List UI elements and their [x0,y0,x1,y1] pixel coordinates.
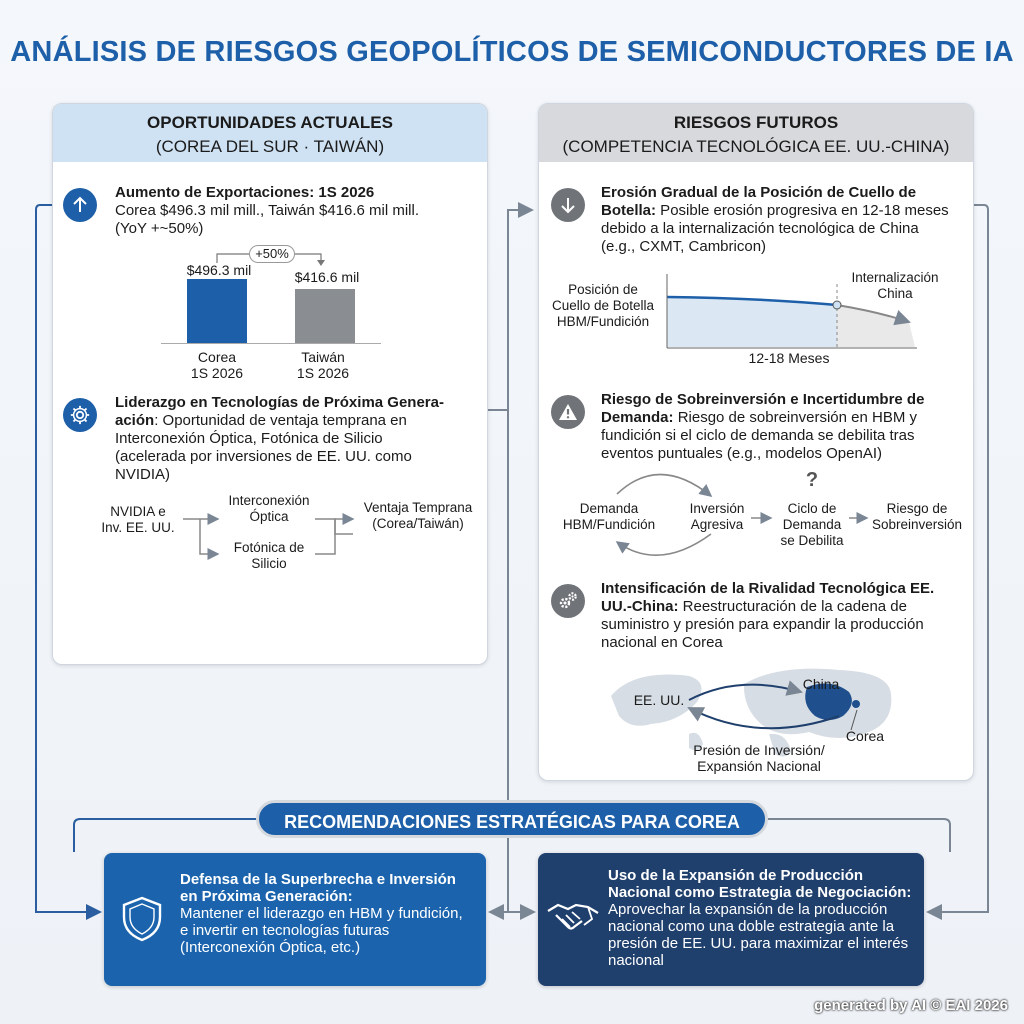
flow-optical [219,493,319,525]
erosion-y-label-line: Posición de [568,282,638,297]
flow-source-line: NVIDIA e [110,504,166,519]
opportunities-panel [52,103,488,665]
question-mark-icon: ? [805,469,819,491]
korea-map-point [852,700,860,708]
middle-connector [486,210,532,410]
overinvestment-title-b: Demanda: [601,409,674,426]
defense-body-2: e invertir en tecnologías futuras [180,922,390,939]
map-caption-line: Presión de Inversión/ [693,742,825,758]
flow-result-line: (Corea/Taiwán) [372,516,464,531]
leadership-title-a: Liderazgo en Tecnologías de Próxima Genera- [115,394,444,411]
cycle-demand-line: Demanda [579,501,639,516]
defense-body-3: (Interconexión Óptica, etc.) [180,939,361,956]
map-label-china: China [802,676,840,692]
rivalry-title-b: UU.-China: [601,598,679,615]
negotiation-title-2: Nacional como Estrategia de Negociación: [608,884,912,901]
bar-value-label: $496.3 mil [186,262,252,278]
negotiation-body-2: nacional como una doble estrategia ante la [608,918,895,935]
erosion-rest: Posible erosión progresiva en 12-18 meses [656,202,949,219]
leadership-line4: (acelerada por inversiones de EE. UU. como [115,448,412,465]
footer-credit: generated by AI © EAI 2026 [814,997,1008,1014]
rivalry-rest: Reestructuración de la cadena de [678,598,907,615]
recommendation-defense [104,853,486,986]
leadership-rest: : Oportunidad de ventaja temprana en [154,412,407,429]
growth-label: +50% [249,245,295,263]
opportunities-title: OPORTUNIDADES ACTUALES [147,113,393,132]
bar-category-line: Corea [197,349,237,365]
erosion-x-label: 12-18 Meses [748,350,830,366]
risks-subtitle: (COMPETENCIA TECNOLÓGICA EE. UU.-CHINA) [562,137,950,156]
negotiation-body-1: Aprovechar la expansión de la producción [608,901,888,918]
negotiation-text [608,867,918,969]
opportunities-subtitle: (COREA DEL SUR · TAIWÁN) [155,137,385,156]
flow-optical-line: Interconexión [228,493,310,508]
flow-photonic [219,540,319,572]
erosion-y-label-line: Cuello de Botella [551,298,655,313]
bar-category-line: 1S 2026 [190,365,244,381]
erosion-y-label-line: HBM/Fundición [556,314,650,329]
erosion-title-b: Botella: [601,202,657,219]
flow-photonic-line: Fotónica de [233,540,305,555]
recommendation-negotiation [538,853,924,986]
exports-line2: (YoY +~50%) [115,220,204,237]
overinvestment-line3: fundición si el ciclo de demanda se debilita tras [601,427,915,444]
erosion-marker-line-text: Internalización [851,270,939,285]
negotiation-title-1: Uso de la Expansión de Producción [608,867,864,884]
rivalry-line3: suministro y presión para expandir la producción [601,616,924,633]
tech-flow-arrows [53,104,487,664]
defense-text [180,871,480,956]
banner-left-connector [74,819,256,852]
exports-title: Aumento de Exportaciones: 1S 2026 [115,184,375,201]
map-caption-line: Expansión Nacional [697,758,821,774]
flow-photonic-line: Silicio [251,556,287,571]
leadership-line5: NVIDIA) [115,466,171,483]
flow-result-line: Ventaja Temprana [363,500,473,515]
leadership-line3: Interconexión Óptica, Fotónica de Silicio [115,430,383,447]
page-title: ANÁLISIS DE RIESGOS GEOPOLÍTICOS DE SEMICONDUCTORES DE IA [10,36,1014,68]
bar-value-label: $416.6 mil [294,269,360,285]
map-label-us: EE. UU. [633,692,685,708]
cycle-demand-line: HBM/Fundición [562,517,656,532]
erosion-line3: debido a la internalización tecnológica de China [601,220,919,237]
cycle-weaken-line: Demanda [782,517,842,532]
bar-category-line: 1S 2026 [296,365,350,381]
world-map [539,104,973,780]
erosion-title-a: Erosión Gradual de la Posición de Cuello de [601,184,917,201]
map-caption [669,742,849,774]
defense-title-2: en Próxima Generación: [180,888,353,905]
negotiation-body-3: presión de EE. UU. para maximizar el interés [608,935,909,952]
cycle-invest-line: Inversión [689,501,745,516]
exports-line1: Corea $496.3 mil mill., Taiwán $416.6 mil mill. [115,202,420,219]
risks-title: RIESGOS FUTUROS [673,113,839,132]
defense-body-1: Mantener el liderazgo en HBM y fundición, [180,905,463,922]
defense-title-1: Defensa de la Superbrecha e Inversión [180,871,456,888]
shield-icon [120,895,164,948]
cycle-weaken-line: se Debilita [780,533,844,548]
map-label-korea: Corea [845,728,885,744]
cycle-weaken-line: Ciclo de [787,501,837,516]
rivalry-title-a: Intensificación de la Rivalidad Tecnológica EE. [601,580,935,597]
rivalry-line4: nacional en Corea [601,634,723,651]
overinvestment-line4: eventos puntuales (e.g., modelos OpenAI) [601,445,883,462]
leadership-title-b: ación [115,412,155,429]
recommendations-banner: RECOMENDACIONES ESTRATÉGICAS PARA COREA [256,800,768,838]
handshake-icon [546,897,600,942]
erosion-line4: (e.g., CXMT, Cambricon) [601,238,767,255]
banner-right-connector [768,819,950,852]
flow-source [91,504,185,536]
negotiation-body-4: nacional [608,952,664,969]
cycle-invest-line: Agresiva [690,517,744,532]
risks-panel [538,103,974,781]
overinvestment-rest: Riesgo de sobreinversión en HBM y [673,409,917,426]
cycle-risk-line: Riesgo de [886,501,948,516]
flow-result [353,500,483,532]
erosion-marker-line-text: China [877,286,913,301]
flow-optical-line: Óptica [249,509,289,524]
cycle-risk-line: Sobreinversión [871,517,963,532]
bar-category-line: Taiwán [301,349,345,365]
flow-source-line: Inv. EE. UU. [101,520,175,535]
overinvestment-title-a: Riesgo de Sobreinversión e Incertidumbre de [601,391,925,408]
